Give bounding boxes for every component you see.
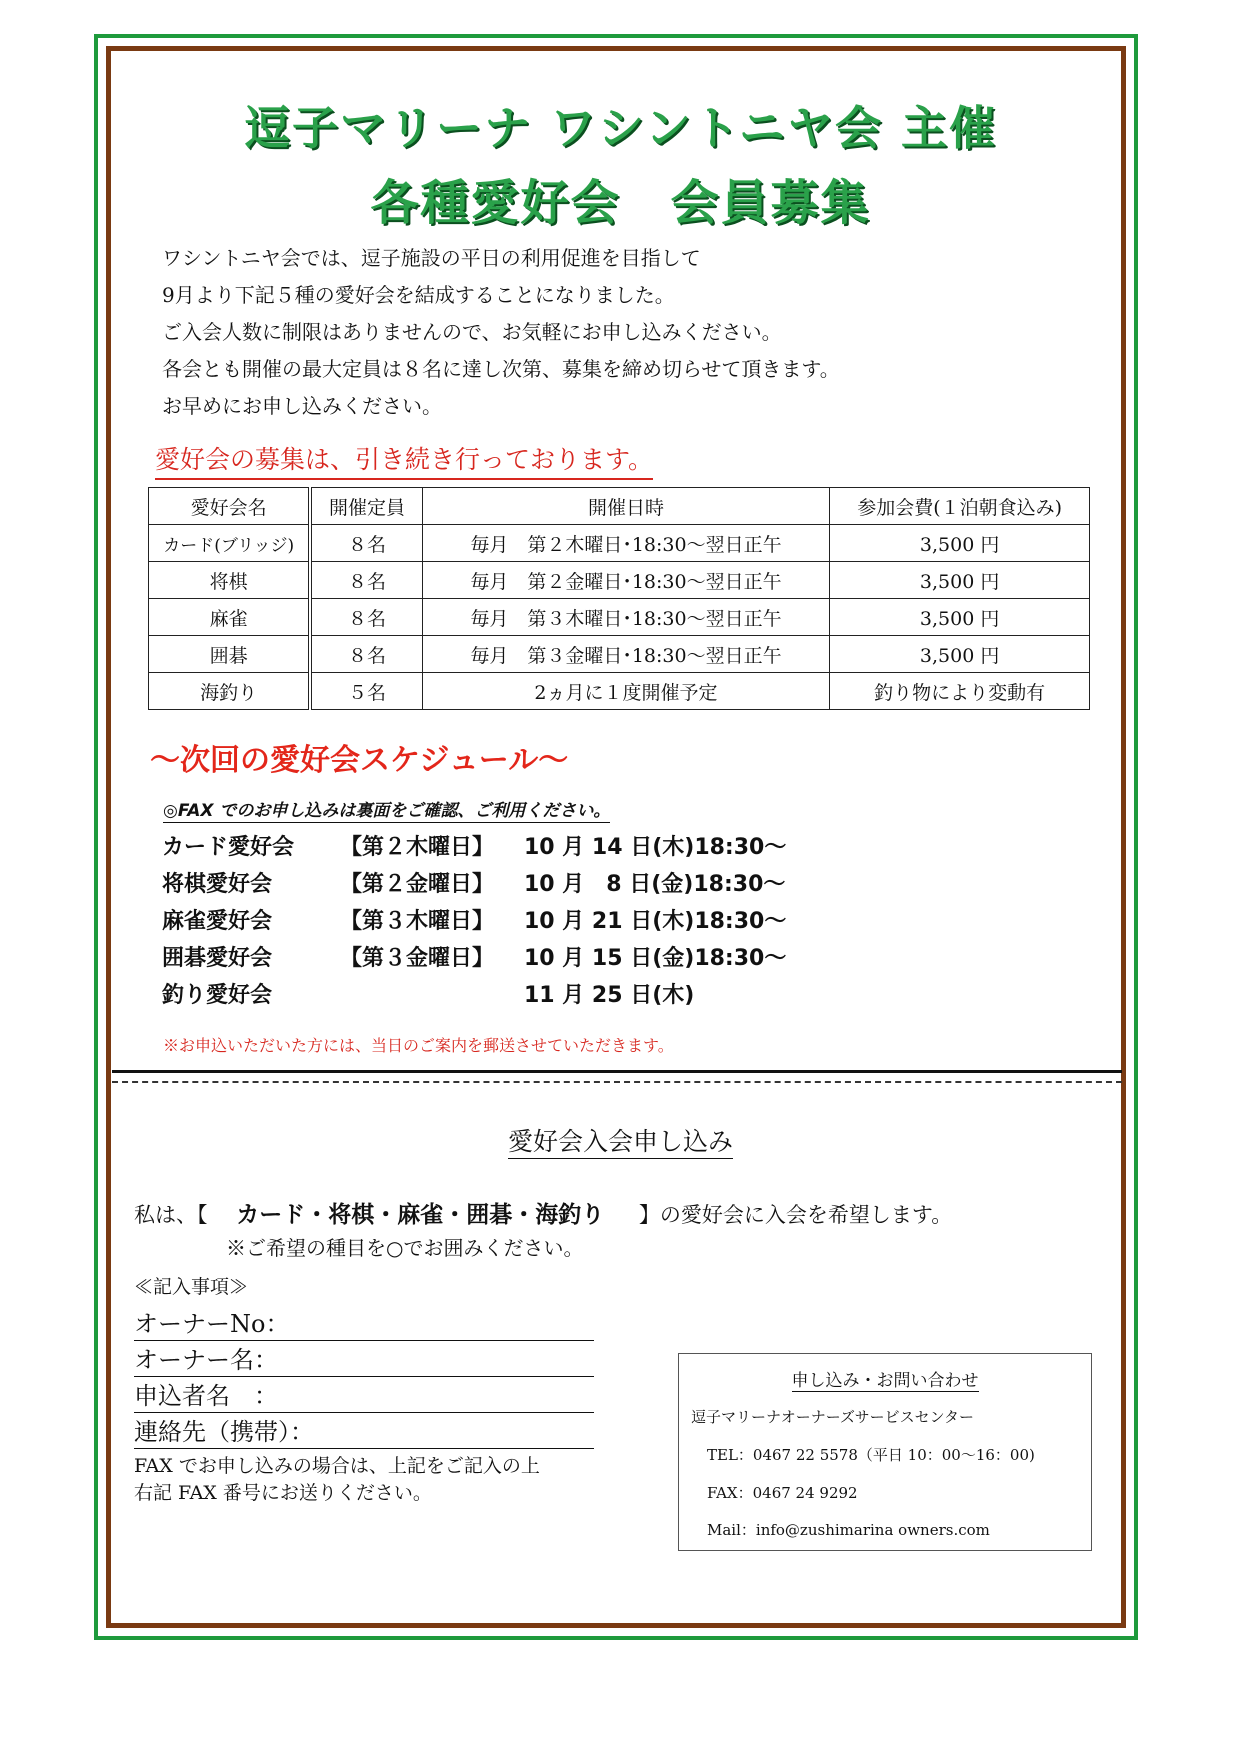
schedule-club: 囲碁愛好会 [162,946,273,971]
table-header-row [149,488,1090,525]
table-header: 開催定員 [310,488,422,525]
club-choices[interactable]: カード・将棋・麻雀・囲碁・海釣り [236,1202,605,1228]
contact-fax: FAX：0467 24 9292 [707,1484,858,1502]
title-line-2: 各種愛好会 会員募集 [370,175,871,231]
table-row [149,525,1090,562]
wish-prefix: 私は、【 [134,1203,208,1227]
table-cell: 麻雀 [149,599,311,636]
table-cell: ８名 [310,562,422,599]
schedule-day: 【第２金曜日】 [340,872,495,897]
schedule-date: 10 月 8 日(金)18:30～ [524,872,786,897]
table-row [149,636,1090,673]
contact-tel: TEL：0467 22 5578（平日 10：00～16：00) [707,1446,1035,1464]
fax-instruction-line: FAX でお申し込みの場合は、上記をご記入の上 [134,1455,540,1477]
contact-box [678,1353,1092,1551]
table-cell: 3,500 円 [830,599,1090,636]
table-cell: ５名 [310,673,422,710]
intro-paragraph [162,240,840,425]
title-line-1: 逗子マリーナ ワシントニヤ会 主催 [243,101,998,155]
applicant-name-field[interactable]: 申込者名 ： [134,1380,594,1413]
table-row [149,599,1090,636]
mail-notice: ※お申込いただいた方には、当日のご案内を郵送させていただきます。 [163,1036,674,1055]
table-cell: 囲碁 [149,636,311,673]
owner-no-field[interactable]: オーナーNo： [134,1308,594,1341]
intro-line: お早めにお申し込みください。 [162,394,442,418]
table-cell: ８名 [310,525,422,562]
schedule-date: 11 月 25 日(木) [524,983,695,1008]
table-cell: 毎月 第２木曜日･18:30～翌日正午 [422,525,830,562]
wish-suffix: 】の愛好会に入会を希望します。 [638,1203,953,1227]
schedule-club: 麻雀愛好会 [162,909,273,934]
table-cell: 海釣り [149,673,311,710]
fax-instructions [134,1453,540,1507]
table-cell: 毎月 第２金曜日･18:30～翌日正午 [422,562,830,599]
fax-instruction-line: 右記 FAX 番号にお送りください。 [134,1482,432,1504]
mobile-contact-field[interactable]: 連絡先（携帯）： [134,1416,594,1449]
table-cell: 釣り物により変動有 [830,673,1090,710]
schedule-club: 将棋愛好会 [162,872,273,897]
table-cell: 3,500 円 [830,636,1090,673]
form-title-text: 愛好会入会申し込み [508,1127,733,1159]
schedule-date: 10 月 21 日(木)18:30～ [524,909,787,934]
schedule-day: 【第２木曜日】 [340,835,495,860]
fax-note: ◎FAX でのお申し込みは裏面をご確認、ご利用ください。 [163,796,610,823]
intro-line: 各会とも開催の最大定員は８名に達し次第、募集を締め切らせて頂きます。 [162,357,840,381]
items-heading: ≪記入事項≫ [134,1276,249,1298]
clubs-table [148,487,1090,710]
schedule-date: 10 月 15 日(金)18:30～ [524,946,787,971]
table-cell: 毎月 第３金曜日･18:30～翌日正午 [422,636,830,673]
table-header: 開催日時 [422,488,830,525]
table-cell: 毎月 第３木曜日･18:30～翌日正午 [422,599,830,636]
schedule-club: 釣り愛好会 [162,983,273,1008]
intro-line: ご入会人数に制限はありませんので、お気軽にお申し込みください。 [162,320,782,344]
table-header: 参加会費(１泊朝食込み) [830,488,1090,525]
wish-note: ※ご希望の種目を○でお囲みください。 [226,1236,584,1260]
table-cell: カード(ブリッジ) [149,525,311,562]
form-title [0,1122,1241,1158]
intro-line: ワシントニヤ会では、逗子施設の平日の利用促進を目指して [162,246,701,270]
schedule-heading: ～次回の愛好会スケジュール～ [150,743,569,778]
cut-line [112,1070,1122,1073]
table-cell: 2ヵ月に１度開催予定 [422,673,830,710]
table-row [149,673,1090,710]
wish-line [134,1196,952,1229]
contact-title [679,1366,1091,1391]
schedule-day: 【第３金曜日】 [340,946,495,971]
schedule-date: 10 月 14 日(木)18:30～ [524,835,787,860]
contact-center: 逗子マリーナオーナーズサービスセンター [691,1408,975,1426]
owner-name-field[interactable]: オーナー名： [134,1344,594,1377]
dash-line [112,1081,1122,1083]
table-cell: 3,500 円 [830,525,1090,562]
recruit-notice: 愛好会の募集は、引き続き行っております。 [155,440,653,480]
table-cell: ８名 [310,636,422,673]
contact-mail[interactable]: Mail：info@zushimarina owners.com [707,1521,990,1539]
table-cell: 将棋 [149,562,311,599]
schedule-club: カード愛好会 [162,835,295,860]
table-header: 愛好会名 [149,488,311,525]
table-cell: ８名 [310,599,422,636]
intro-line: 9月より下記５種の愛好会を結成することになりました。 [162,283,675,307]
schedule-day: 【第３木曜日】 [340,909,495,934]
table-cell: 3,500 円 [830,562,1090,599]
contact-title-text: 申し込み・お問い合わせ [791,1371,979,1391]
table-row [149,562,1090,599]
